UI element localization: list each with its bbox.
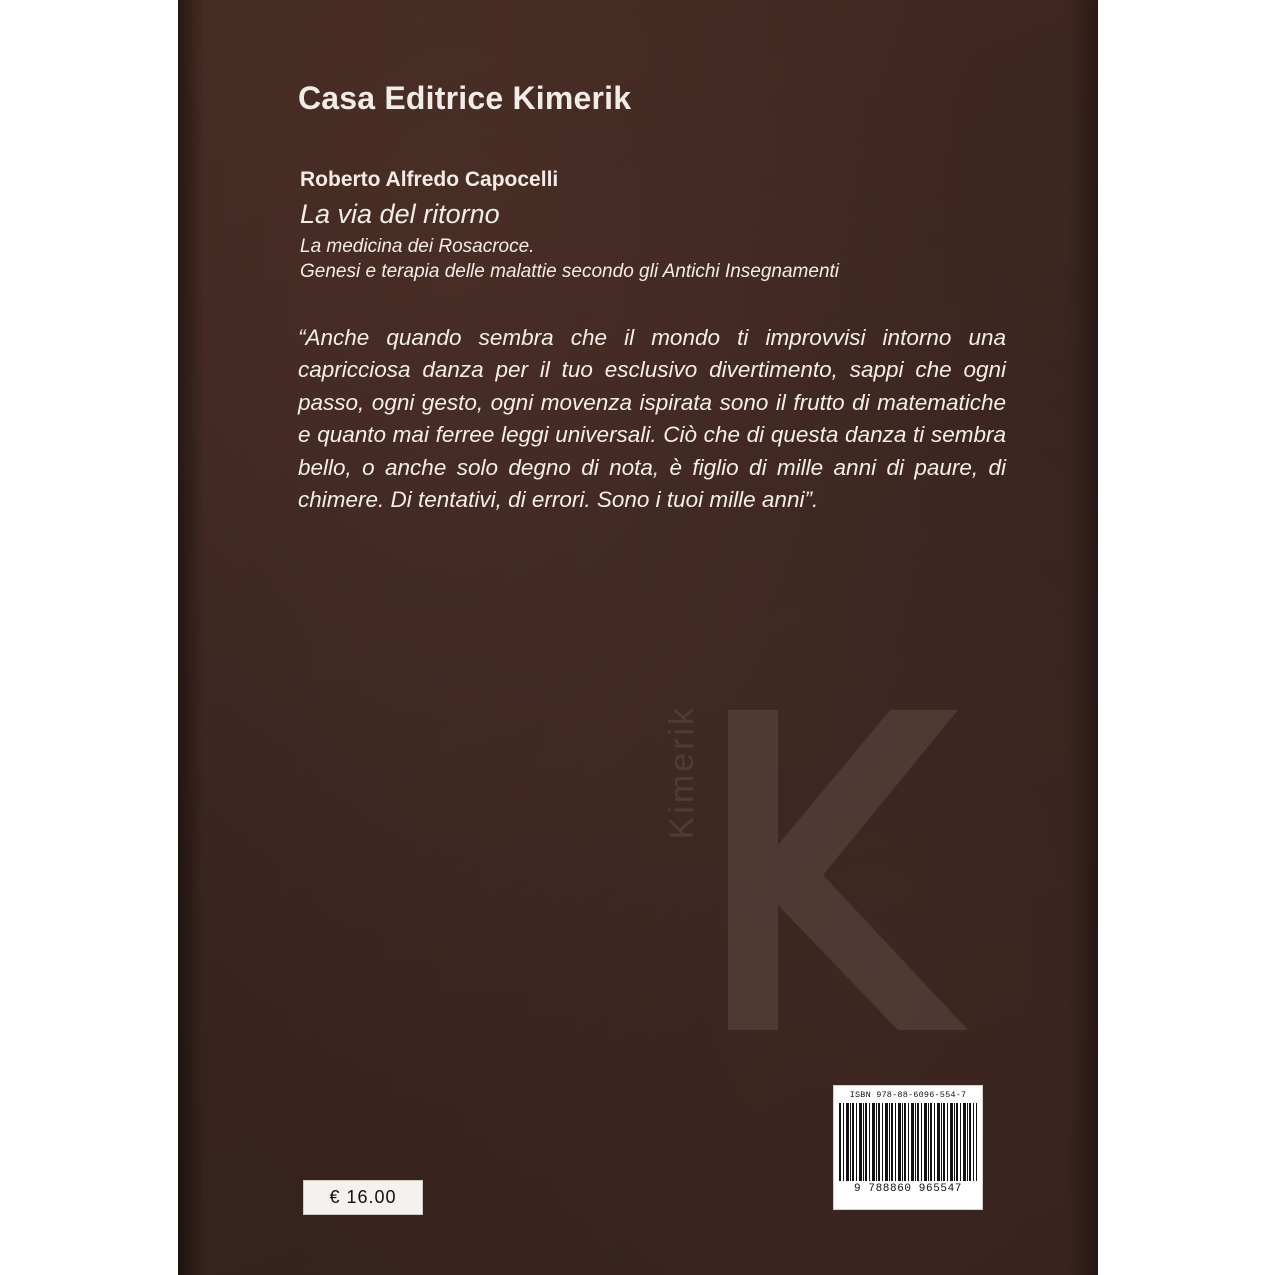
barcode-bars — [839, 1103, 977, 1181]
kimerik-watermark — [608, 690, 968, 1050]
book-subtitle-line-1: La medicina dei Rosacroce. — [300, 235, 535, 257]
author-name: Roberto Alfredo Capocelli — [300, 168, 559, 191]
ean-digits: 9 788860 965547 — [853, 1183, 963, 1195]
cover-quote: “Anche quando sembra che il mondo ti improvvisi intorno una capricciosa danza per il tuo esclusivo divertimento, sappi che ogni passo, ogni gesto, ogni movenza ispirata sono il frutto di matematiche e quanto mai ferree leggi universali. Ciò che di questa danza ti sembra bello, o anche solo degno di nota, è figlio di mille anni di paure, di chimere. Di tentativi, di errori. Sono i tuoi mille anni”. — [298, 325, 1006, 512]
book-subtitle-line-2: Genesi e terapia delle malattie secondo gli Antichi Insegnamenti — [300, 261, 840, 283]
book-cover — [178, 0, 1098, 1275]
title-block — [300, 198, 1020, 285]
price-tag: € 16.00 — [303, 1180, 423, 1215]
watermark-label: Kimerik — [663, 705, 701, 840]
barcode — [833, 1085, 983, 1210]
publisher-name: Casa Editrice Kimerik — [298, 80, 632, 116]
book-title: La via del ritorno — [300, 199, 500, 229]
isbn-label: ISBN 978-88-6096-554-7 — [849, 1090, 967, 1100]
watermark-k-icon — [608, 690, 968, 1050]
